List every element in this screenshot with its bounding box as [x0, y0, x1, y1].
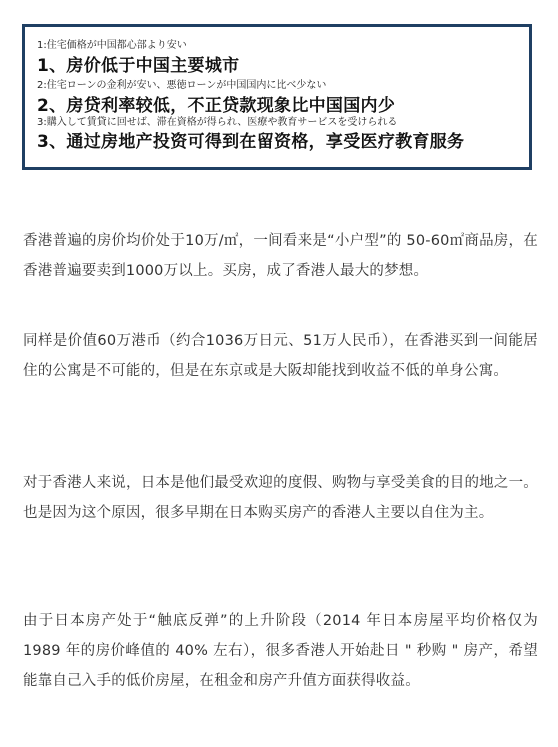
- box-item-3-japanese: 3:購入して賃貸に回せば、滞在資格が得られ、医療や教育サービスを受けられる: [37, 117, 398, 128]
- article-paragraph-1: 香港普遍的房价均价处于10万/㎡，一间看来是“小户型”的 50-60㎡商品房，在香港普遍要卖到1000万以上。买房，成了香港人最大的梦想。: [23, 233, 538, 279]
- article-paragraph-3: 对于香港人来说，日本是他们最受欢迎的度假、购物与享受美食的目的地之一。也是因为这个原因，很多早期在日本购买房产的香港人主要以自住为主。: [23, 475, 538, 521]
- box-item-2-japanese: 2:住宅ローンの金利が安い、悪徳ローンが中国国内に比べ少ない: [37, 80, 327, 91]
- box-item-1-chinese: 1、房价低于中国主要城市: [37, 56, 240, 76]
- article-paragraph-4: 由于日本房产处于“触底反弹”的上升阶段（2014 年日本房屋平均价格仅为 1989 年的房价峰值的 40% 左右），很多香港人开始赴日 " 秒购 " 房产，希望能靠自己入手的低价房屋，在租金和房产升值方面获得收益。: [23, 613, 538, 689]
- box-item-2-chinese: 2、房贷利率较低，不正贷款现象比中国国内少: [37, 96, 396, 116]
- article-paragraph-2: 同样是价值60万港币（约合1036万日元、51万人民币），在香港买到一间能居住的公寓是不可能的，但是在东京或是大阪却能找到收益不低的单身公寓。: [23, 333, 538, 379]
- box-item-1-japanese: 1:住宅価格が中国都心部より安い: [37, 40, 187, 51]
- box-item-3-chinese: 3、通过房地产投资可得到在留资格，享受医疗教育服务: [37, 132, 465, 152]
